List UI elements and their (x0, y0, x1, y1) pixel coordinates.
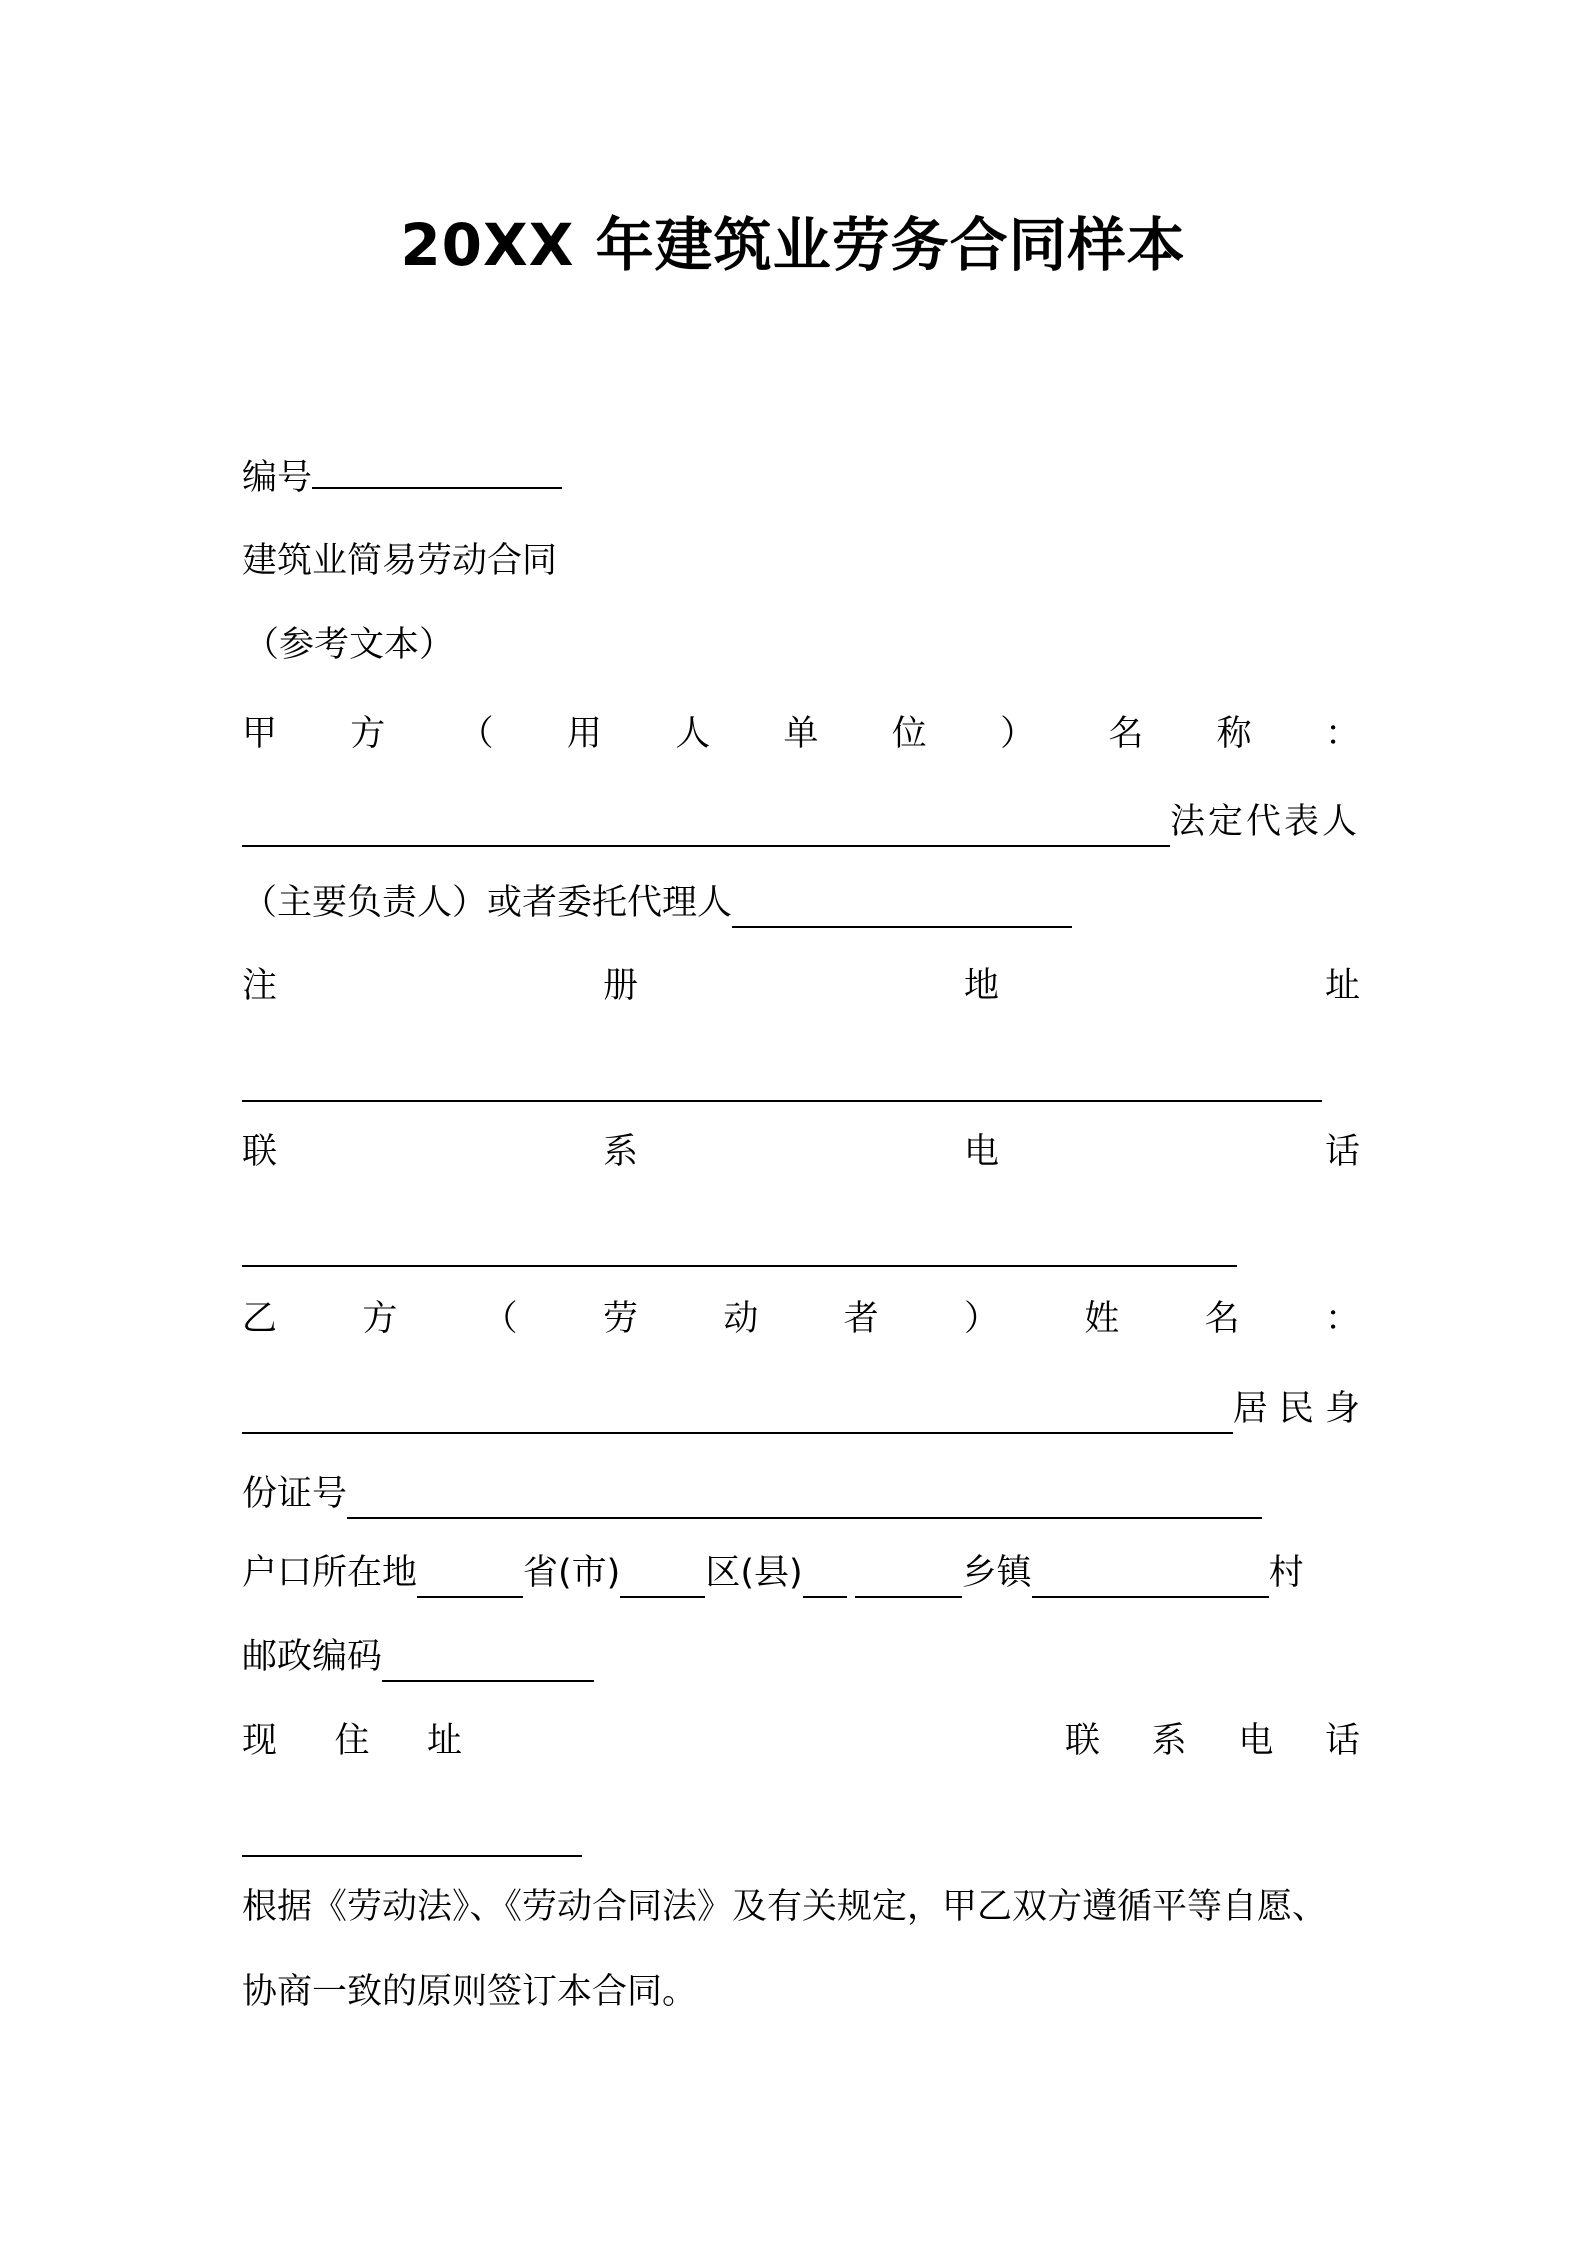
province-blank[interactable] (417, 1560, 523, 1598)
basis-paragraph-line-1: 根据《劳动法》、《劳动合同法》及有关规定，甲乙双方遵循平等自愿、 (242, 1887, 1328, 1927)
township-label: 乡镇 (961, 1553, 1032, 1593)
reference-note: （参考文本） (244, 625, 455, 665)
province-label: 省(市) (523, 1553, 621, 1593)
label-char: ： (1324, 1299, 1360, 1339)
label-char: 位 (891, 714, 927, 754)
label-char: 册 (602, 966, 638, 1006)
label-char: 劳 (602, 1299, 638, 1339)
principal-blank[interactable] (732, 890, 1072, 928)
village-label: 村 (1268, 1553, 1304, 1593)
contact-phone-label (1065, 1716, 1360, 1766)
contact-phone-blank[interactable] (242, 1819, 582, 1857)
hukou-row (242, 1548, 1304, 1598)
label-char: 用 (566, 714, 602, 754)
label-char: 名 (1108, 714, 1144, 754)
phone-label (242, 1127, 1360, 1177)
basis-paragraph-line-2: 协商一致的原则签订本合同。 (242, 1972, 698, 2012)
resident-id-blank[interactable] (347, 1481, 1262, 1519)
phone-blank[interactable] (242, 1229, 1237, 1267)
label-char: 住 (334, 1721, 370, 1761)
resident-id-label-1: 居 民 身 (1232, 1389, 1360, 1429)
reg-address-row (242, 1052, 1322, 1102)
label-char: 系 (1151, 1721, 1187, 1761)
label-char: （ (458, 714, 494, 754)
label-char: （ (482, 1299, 518, 1339)
postal-blank[interactable] (382, 1644, 594, 1682)
label-char: 电 (963, 1132, 999, 1172)
current-address-label (242, 1716, 462, 1766)
label-char: 乙 (242, 1299, 278, 1339)
label-char: 地 (963, 966, 999, 1006)
extra-blank[interactable] (803, 1560, 847, 1598)
district-label: 区(县) (705, 1553, 803, 1593)
reg-address-blank[interactable] (242, 1064, 1322, 1102)
principal-row (242, 878, 1072, 928)
label-char: 方 (350, 714, 386, 754)
hukou-label: 户口所在地 (242, 1553, 418, 1593)
label-char: 者 (843, 1299, 879, 1339)
party-b-name-label (242, 1294, 1360, 1344)
legal-rep-label: 法定代表人 (1169, 802, 1360, 842)
label-char: 称 (1216, 714, 1252, 754)
label-char: 话 (1324, 1721, 1360, 1761)
label-char: 联 (242, 1132, 278, 1172)
village-blank[interactable] (1032, 1560, 1269, 1598)
label-char: 名 (1204, 1299, 1240, 1339)
reg-address-label (242, 961, 1360, 1011)
principal-label: （主要负责人）或者委托代理人 (242, 883, 733, 923)
page-title: 20XX 年建筑业劳务合同样本 (400, 211, 1186, 279)
label-char: 姓 (1084, 1299, 1120, 1339)
label-char: 电 (1238, 1721, 1274, 1761)
resident-id-row-2 (242, 1469, 1262, 1519)
label-char: 方 (362, 1299, 398, 1339)
subtitle: 建筑业简易劳动合同 (242, 541, 558, 581)
label-char: ） (963, 1299, 999, 1339)
party-a-name-label (242, 709, 1360, 759)
postal-label: 邮政编码 (242, 1637, 383, 1677)
label-char: 联 (1065, 1721, 1101, 1761)
phone-row (242, 1217, 1237, 1267)
label-char: 动 (723, 1299, 759, 1339)
legal-rep-row (242, 797, 1360, 847)
label-char: 系 (602, 1132, 638, 1172)
label-char: 话 (1324, 1132, 1360, 1172)
current-address-row (242, 1716, 1360, 1766)
resident-id-row-1 (242, 1384, 1360, 1434)
label-char: 人 (675, 714, 711, 754)
resident-id-label-2: 份证号 (242, 1474, 348, 1514)
postal-row (242, 1632, 594, 1682)
number-label: 编号 (242, 458, 313, 498)
party-a-name-blank[interactable] (242, 809, 1170, 847)
district-blank[interactable] (620, 1560, 705, 1598)
label-char: 现 (242, 1721, 278, 1761)
label-char: 单 (783, 714, 819, 754)
label-char: 甲 (242, 714, 278, 754)
number-blank[interactable] (312, 453, 562, 489)
label-char: 址 (426, 1721, 462, 1761)
number-row (242, 453, 562, 503)
label-char: 注 (242, 966, 278, 1006)
label-char: ） (1000, 714, 1036, 754)
township-blank[interactable] (855, 1560, 962, 1598)
label-char: 址 (1324, 966, 1360, 1006)
label-char: ： (1324, 714, 1360, 754)
contact-phone-row (242, 1807, 582, 1857)
party-b-name-blank[interactable] (242, 1396, 1233, 1434)
